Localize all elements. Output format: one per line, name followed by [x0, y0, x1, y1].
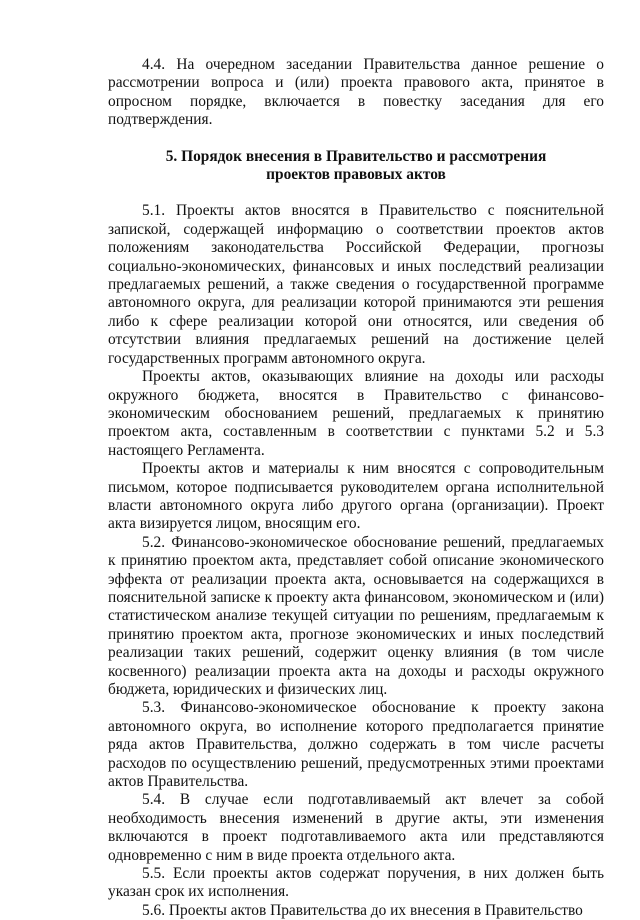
paragraph-5-2: 5.2. Финансово-экономическое обоснование решений, предлагаемых к принятию проектом акта, представляет собой описание экономического эффекта от реализации проекта акта, основывается на содержащихся в пояснительной записке к проекту акта финансовом, экономическом и (или) статистическом анализе текущей ситуации по решениям, предлагаемым к принятию проектом акта, прогнозе экономических и иных последствий реализации таких решений, содержит оценку влияния (в том числе косвенного) реализации проекта акта на доходы и расходы окружного бюджета, юридических и физических лиц.	[108, 533, 604, 698]
section-heading-line2: проектов правовых актов	[266, 166, 446, 184]
paragraph-5-3: 5.3. Финансово-экономическое обоснование к проекту закона автономного округа, во исполнение которого предполагается принятие ряда актов Правительства, должно содержать в том числе расчеты расходов по осуществлению решений, предусмотренных этими проектами актов Правительства.	[108, 699, 604, 791]
paragraph-5-1-cover-letter: Проекты актов и материалы к ним вносятся с сопроводительным письмом, которое подписывается руководителем органа исполнительной власти автономного округа либо другого органа (организации). Проект акта визируется лицом, вносящим его.	[108, 460, 604, 533]
paragraph-5-4: 5.4. В случае если подготавливаемый акт влечет за собой необходимость внесения изменений в другие акты, эти изменения включаются в проект подготавливаемого акта или представляются одновременно с ним в виде проекта отдельного акта.	[108, 791, 604, 864]
paragraph-5-1-budget: Проекты актов, оказывающих влияние на доходы или расходы окружного бюджета, вносятся в Правительство с финансово-экономическим обоснованием решений, предлагаемых к принятию проектом акта, составленным в соответствии с пунктами 5.2 и 5.3 настоящего Регламента.	[108, 368, 604, 459]
paragraph-5-1: 5.1. Проекты актов вносятся в Правительство с пояснительной запиской, содержащей информацию о соответствии проектов актов положениям законодательства Российской Федерации, прогнозы социально-экономических, финансовых и иных последствий реализации предлагаемых решений, а также сведения о государственной программе автономного округа, для реализации которой принимаются эти решения либо к сфере реализации которой они относятся, или сведения об отсутствии влияния предлагаемых решений на достижение целей государственных программ автономного округа.	[108, 202, 604, 367]
paragraph-4-4: 4.4. На очередном заседании Правительства данное решение о рассмотрении вопроса и (или) проекта правового акта, принятое в опросном порядке, включается в повестку заседания для его подтверждения.	[108, 56, 604, 129]
paragraph-5-6: 5.6. Проекты актов Правительства до их внесения в Правительство	[142, 901, 583, 919]
paragraph-5-5: 5.5. Если проекты актов содержат поручения, в них должен быть указан срок их исполнения.	[108, 865, 604, 901]
section-heading	[108, 148, 604, 185]
section-heading-line1: 5. Порядок внесения в Правительство и рассмотрения	[165, 147, 547, 165]
